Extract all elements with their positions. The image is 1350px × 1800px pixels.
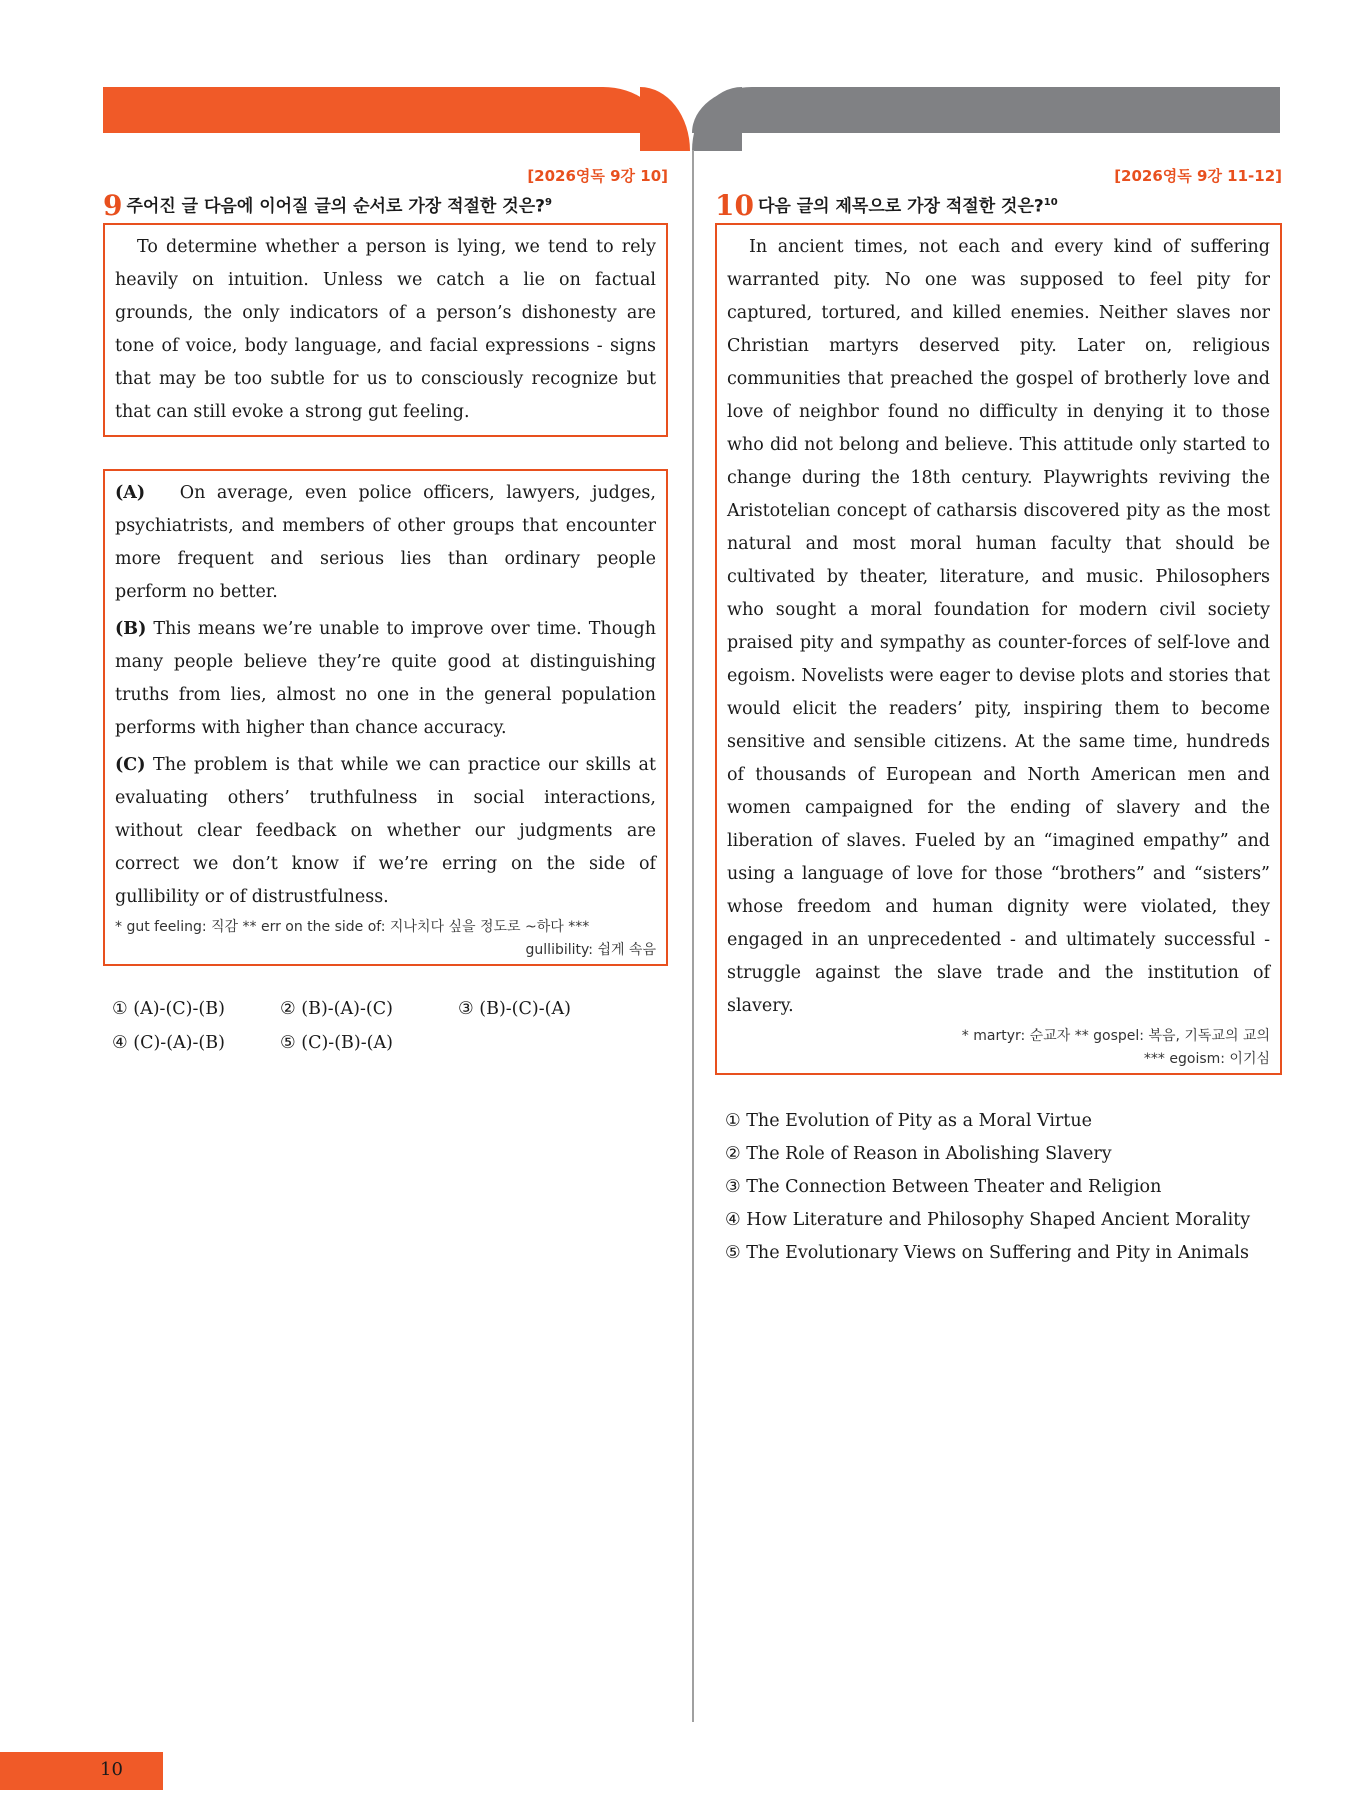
source-tag: [2026영독 9강 11-12]	[1114, 167, 1282, 185]
passage-box	[715, 223, 1282, 1075]
part-c-text: The problem is that while we can practice our skills at evaluating others’ truthfulness in social interactions, without clear feedback on whether our judgments are correct we don’t know if we’re erring on the side of gullibility or of distrustfulness.	[115, 755, 656, 907]
choice-2[interactable]: ② (B)-(A)-(C)	[280, 999, 393, 1019]
header-gray-curve	[692, 87, 742, 151]
header-gray-tab	[692, 87, 1280, 133]
page-badge	[0, 1752, 163, 1790]
footnote-line1: * martyr: 순교자 ** gospel: 복음, 기독교의 교의	[961, 1028, 1270, 1044]
part-a-text: On average, even police officers, lawyers, judges, psychiatrists, and members of other groups that encounter more frequent and serious lies than ordinary people perform no better.	[115, 483, 656, 602]
part-c	[115, 749, 656, 914]
question-heading	[715, 187, 1282, 221]
part-b-text: This means we’re unable to improve over time. Though many people believe they’re quite good at distinguishing truths from lies, almost no one in the general population performs with higher than chance accuracy.	[115, 619, 656, 738]
given-passage: To determine whether a person is lying, we tend to rely heavily on intuition. Unless we catch a lie on factual grounds, the only indicators of a person’s dishonesty are tone of voice, body language, and facial expressions - signs that may be too subtle for us to consciously recognize but that can still evoke a strong gut feeling.	[115, 237, 656, 422]
column-divider	[692, 150, 694, 1722]
passage: In ancient times, not each and every kind of suffering warranted pity. No one was supposed to feel pity for captured, tortured, and killed enemies. Neither slaves nor Christian martyrs deserved pity. Later on, religious communities that preached the gospel of brotherly love and love of neighbor found no difficulty in denying it to those who did not belong and believe. This attitude only started to change during the 18th century. Playwrights reviving the Aristotelian concept of catharsis discovered pity as the most natural and most moral human faculty that should be cultivated by theater, literature, and music. Philosophers who sought a moral foundation for modern civil society praised pity and sympathy as counter-forces of self-love and egoism. Novelists were eager to devise plots and stories that would elicit the readers’ pity, inspiring them to become sensitive and sensible citizens. At the same time, hundreds of thousands of European and North American men and women campaigned for the ending of slavery and the liberation of slaves. Fueled by an “imagined empathy” and using a language of love for those “brothers” and “sisters” whose freedom and human dignity were violated, they engaged in an unprecedented - and ultimately successful - struggle against the slave trade and the institution of slavery.	[727, 237, 1270, 1016]
footnote-line2: gullibility: 쉽게 속음	[525, 942, 656, 958]
part-b-tag: (B)	[115, 619, 147, 639]
header-orange-curve	[640, 87, 690, 151]
part-a	[115, 477, 656, 609]
question-heading	[103, 187, 668, 221]
source-tag: [2026영독 9강 10]	[527, 167, 668, 185]
choice-3[interactable]: ③ The Connection Between Theater and Religion	[725, 1177, 1162, 1197]
question-text: 주어진 글 다음에 이어질 글의 순서로 가장 적절한 것은?	[126, 196, 545, 217]
question-10	[715, 165, 1282, 1270]
question-number: 9	[103, 188, 123, 222]
page-number: 10	[100, 1759, 123, 1780]
answer-choices	[715, 1105, 1282, 1270]
question-number: 10	[715, 188, 754, 222]
parts-box	[103, 469, 668, 966]
footnote-line2: *** egoism: 이기심	[1143, 1051, 1270, 1067]
part-a-tag: (A)	[115, 483, 146, 503]
given-passage-box	[103, 223, 668, 437]
choice-4[interactable]: ④ (C)-(A)-(B)	[112, 1033, 225, 1053]
question-text: 다음 글의 제목으로 가장 적절한 것은?	[757, 196, 1044, 217]
question-sup: 10	[1043, 197, 1058, 208]
choice-4[interactable]: ④ How Literature and Philosophy Shaped Ancient Morality	[725, 1210, 1251, 1230]
question-sup: 9	[544, 197, 552, 208]
choice-3[interactable]: ③ (B)-(C)-(A)	[458, 999, 571, 1019]
part-b	[115, 613, 656, 745]
choice-2[interactable]: ② The Role of Reason in Abolishing Slavery	[725, 1144, 1112, 1164]
choice-1[interactable]: ① (A)-(C)-(B)	[112, 999, 225, 1019]
header-orange-tab	[103, 87, 663, 133]
answer-choices	[103, 992, 668, 1060]
choice-5[interactable]: ⑤ (C)-(B)-(A)	[280, 1033, 393, 1053]
part-c-tag: (C)	[115, 755, 146, 775]
question-9	[103, 165, 668, 1060]
choice-5[interactable]: ⑤ The Evolutionary Views on Suffering and Pity in Animals	[725, 1243, 1249, 1263]
choice-1[interactable]: ① The Evolution of Pity as a Moral Virtue	[725, 1111, 1092, 1131]
footnote-line1: * gut feeling: 직감 ** err on the side of: 지나치다 싶을 정도로 ~하다 ***	[115, 919, 590, 935]
